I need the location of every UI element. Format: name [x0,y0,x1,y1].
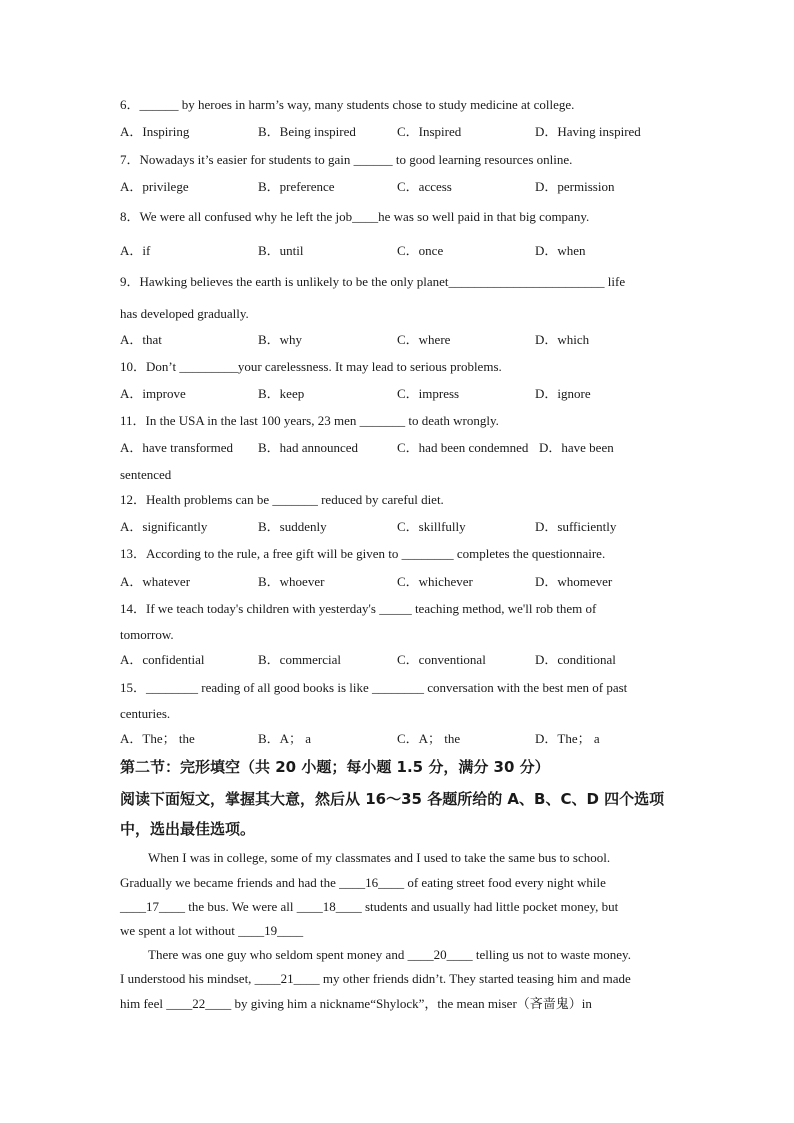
passage-line: ____17____ the bus. We were all ____18____ students and usually had little pocket money, but [120,899,619,914]
question-9-stem: 9．Hawking believes the earth is unlikely to be the only planet________________________ life [120,274,626,289]
q7-option-d: D．permission [535,179,615,194]
passage-line: we spent a lot without ____19____ [120,923,304,938]
passage-line: There was one guy who seldom spent money and ____20____ telling us not to waste money. [148,947,631,962]
passage-line: When I was in college, some of my classmates and I used to take the same bus to school. [148,850,611,865]
q8-option-d: D．when [535,243,586,258]
section-title: 第二节：完形填空（共 20 小题；每小题 1.5 分，满分 30 分） [120,758,550,776]
q8-option-b: B．until [258,243,304,258]
question-11-stem: 11．In the USA in the last 100 years, 23 men _______ to death wrongly. [120,413,499,428]
q11-option-b: B．had announced [258,440,359,455]
question-15-stem-cont: centuries. [120,706,171,721]
q6-option-c: C．Inspired [397,124,462,139]
q15-option-c: C．A； the [397,731,461,746]
q11-option-d: D．have been [539,440,614,455]
q7-option-b: B．preference [258,179,335,194]
passage-line: him feel ____22____ by giving him a nickname“Shylock”，the mean miser（吝啬鬼）in [120,996,592,1011]
q10-option-c: C．impress [397,386,460,401]
q9-option-a: A．that [120,332,162,347]
passage-line: I understood his mindset, ____21____ my other friends didn’t. They started teasing him and made [120,971,631,986]
q14-option-c: C．conventional [397,652,486,667]
q12-option-a: A．significantly [120,519,208,534]
q13-option-b: B．whoever [258,574,325,589]
q12-option-d: D．sufficiently [535,519,617,534]
section-instruction-line-1: 阅读下面短文，掌握其大意，然后从 16～35 各题所给的 A、B、C、D 四个选项 [120,790,665,808]
q8-option-c: C．once [397,243,444,258]
question-9-stem-cont: has developed gradually. [120,306,249,321]
q10-option-b: B．keep [258,386,305,401]
q14-option-d: D．conditional [535,652,616,667]
q15-option-d: D．The； a [535,731,600,746]
q13-option-a: A．whatever [120,574,191,589]
q14-option-a: A．confidential [120,652,205,667]
question-14-stem-cont: tomorrow. [120,627,174,642]
section-instruction-line-2: 中，选出最佳选项。 [120,820,256,838]
q6-option-b: B．Being inspired [258,124,356,139]
question-6-stem: 6．______ by heroes in harm’s way, many students chose to study medicine at college. [120,97,575,112]
q9-option-c: C．where [397,332,451,347]
question-15-stem: 15．________ reading of all good books is like ________ conversation with the best men of past [120,680,628,695]
q13-option-d: D．whomever [535,574,613,589]
q14-option-b: B．commercial [258,652,342,667]
question-13-stem: 13．According to the rule, a free gift will be given to ________ completes the questionnaire. [120,546,606,561]
q12-option-b: B．suddenly [258,519,327,534]
passage-line: Gradually we became friends and had the ____16____ of eating street food every night while [120,875,606,890]
question-14-stem: 14．If we teach today's children with yesterday's _____ teaching method, we'll rob them of [120,601,597,616]
q9-option-b: B．why [258,332,303,347]
q11-option-a: A．have transformed [120,440,233,455]
q13-option-c: C．whichever [397,574,473,589]
q12-option-c: C．skillfully [397,519,466,534]
question-12-stem: 12．Health problems can be _______ reduced by careful diet. [120,492,444,507]
question-8-stem: 8．We were all confused why he left the job____he was so well paid in that big company. [120,209,590,224]
q7-option-c: C．access [397,179,452,194]
q9-option-d: D．which [535,332,590,347]
q6-option-d: D．Having inspired [535,124,641,139]
question-10-stem: 10．Don’t _________your carelessness. It may lead to serious problems. [120,359,502,374]
q6-option-a: A．Inspiring [120,124,190,139]
q10-option-d: D．ignore [535,386,591,401]
q15-option-a: A．The； the [120,731,195,746]
q7-option-a: A．privilege [120,179,189,194]
q11-option-d-cont: sentenced [120,467,172,482]
q10-option-a: A．improve [120,386,186,401]
q15-option-b: B．A； a [258,731,312,746]
q11-option-c: C．had been condemned [397,440,529,455]
q8-option-a: A．if [120,243,151,258]
question-7-stem: 7．Nowadays it’s easier for students to gain ______ to good learning resources online. [120,152,573,167]
